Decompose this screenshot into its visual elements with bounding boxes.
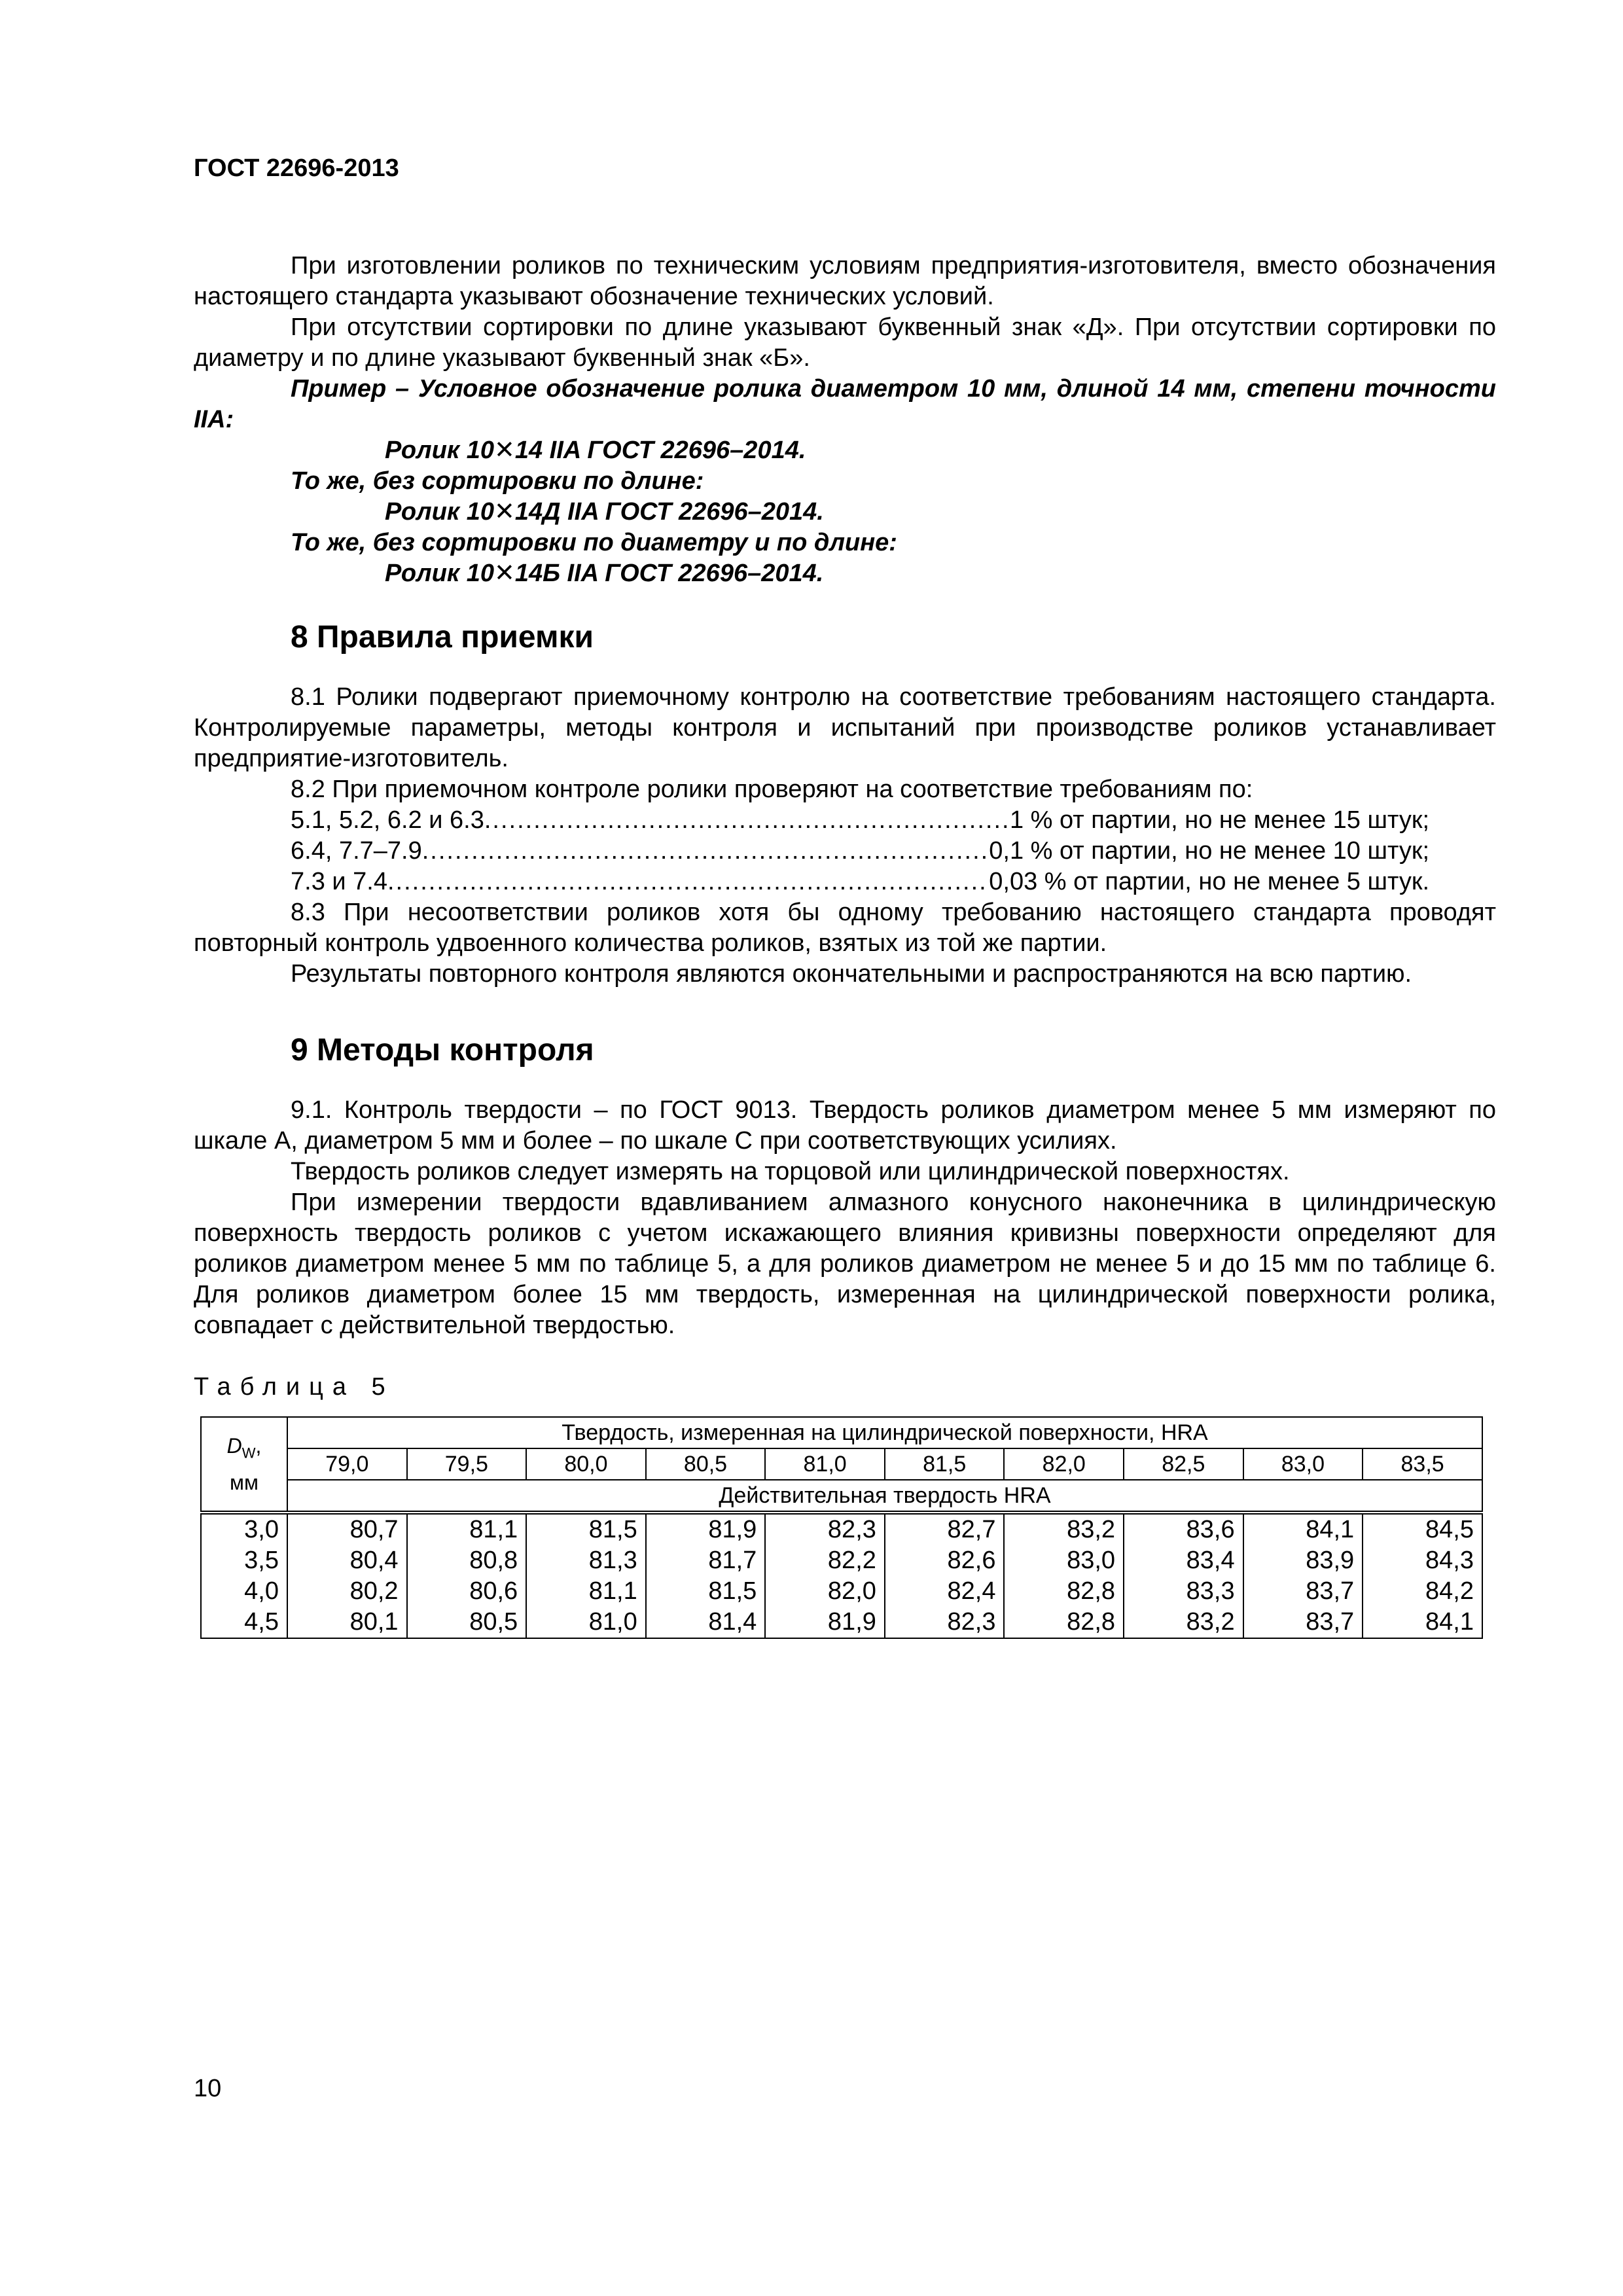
example-title: Пример – Условное обозначение ролика диаметром 10 мм, длиной 14 мм, степени точности IIA:	[194, 375, 1496, 433]
table-cell: 83,4	[1124, 1545, 1243, 1576]
column-header-value: 82,0	[1004, 1448, 1124, 1480]
table-cell: 83,2	[1004, 1513, 1124, 1545]
example-2-label: То же, без сортировки по длине:	[291, 467, 704, 495]
sampling-row-key: 5.1, 5.2, 6.2 и 6.3	[291, 806, 484, 834]
paragraph-8-3-continued: Результаты повторного контроля являются окончательными и распространяются на всю партию.	[291, 960, 1412, 988]
example-3-label: То же, без сортировки по диаметру и по длине:	[291, 529, 897, 556]
table-cell: 80,2	[287, 1576, 407, 1607]
table-cell: 82,3	[885, 1607, 1005, 1638]
table-cell: 84,1	[1363, 1607, 1482, 1638]
table-cell: 80,4	[287, 1545, 407, 1576]
table-cell: 84,3	[1363, 1545, 1482, 1576]
paragraph-8-2: 8.2 При приемочном контроле ролики проверяют на соответствие требованиям по:	[291, 776, 1253, 803]
table-row	[201, 1513, 1482, 1545]
hardness-table	[200, 1416, 1483, 1639]
table-cell: 82,3	[765, 1513, 885, 1545]
dw-header-cell	[201, 1417, 287, 1513]
leader-dots	[484, 805, 1010, 836]
table-cell: 82,8	[1004, 1607, 1124, 1638]
measured-hardness-header: Твердость, измеренная на цилиндрической поверхности, HRA	[287, 1417, 1482, 1448]
table-body	[201, 1513, 1482, 1638]
column-values-row	[201, 1448, 1482, 1480]
table-cell: 82,8	[1004, 1576, 1124, 1607]
table-cell: 81,9	[646, 1513, 766, 1545]
table-row	[201, 1545, 1482, 1576]
table-5-caption: Таблица 5	[194, 1373, 395, 1401]
table-cell: 81,4	[646, 1607, 766, 1638]
column-header-value: 79,0	[287, 1448, 407, 1480]
sampling-row-value: 0,03 % от партии, но не менее 5 штук.	[989, 868, 1429, 895]
table-cell: 81,3	[526, 1545, 646, 1576]
page-number: 10	[194, 2075, 222, 2102]
table-cell: 81,7	[646, 1545, 766, 1576]
table-cell: 84,1	[1243, 1513, 1363, 1545]
table-cell: 80,6	[407, 1576, 527, 1607]
leader-dots	[422, 836, 990, 867]
dw-value: 3,0	[201, 1513, 287, 1545]
dw-unit: мм	[230, 1470, 259, 1494]
table-row	[201, 1607, 1482, 1638]
table-cell: 80,7	[287, 1513, 407, 1545]
dw-value: 4,0	[201, 1576, 287, 1607]
paragraph-9-1: 9.1. Контроль твердости – по ГОСТ 9013. Твердость роликов диаметром менее 5 мм измеряют по шкале А, диаметром 5 мм и более – по шкале С при соответствующих усилиях.	[194, 1096, 1496, 1155]
table-cell: 82,2	[765, 1545, 885, 1576]
example-2: Ролик 10✕14Д IIA ГОСТ 22696–2014.	[385, 498, 824, 526]
table-cell: 81,5	[526, 1513, 646, 1545]
dw-subscript: W	[241, 1444, 256, 1462]
table-cell: 82,0	[765, 1576, 885, 1607]
table-cell: 83,0	[1004, 1545, 1124, 1576]
sampling-row-key: 6.4, 7.7–7.9	[291, 837, 422, 865]
table-cell: 81,1	[526, 1576, 646, 1607]
paragraph-9-3: При измерении твердости вдавливанием алмазного конусного наконечника в цилиндрическую поверхность твердость роликов с учетом искажающего влияния кривизны поверхности определяют для роликов диаметром менее 5 мм по таблице 5, а для роликов диаметром не менее 5 и до 15 мм по таблице 6. Для роликов диаметром более 15 мм твердость, измеренная на цилиндрической поверхности ролика, совпадает с действительной твердостью.	[194, 1189, 1496, 1339]
sampling-row-value: 0,1 % от партии, но не менее 10 штук;	[989, 837, 1429, 865]
table-cell: 84,2	[1363, 1576, 1482, 1607]
sampling-row-key: 7.3 и 7.4	[291, 868, 387, 895]
sampling-row	[194, 867, 1429, 897]
table-cell: 82,6	[885, 1545, 1005, 1576]
table-cell: 83,9	[1243, 1545, 1363, 1576]
section-8-title: 8 Правила приемки	[291, 620, 594, 655]
intro-paragraph-1: При изготовлении роликов по техническим условиям предприятия-изготовителя, вместо обозначения настоящего стандарта указывают обозначение технических условий.	[194, 252, 1496, 310]
table-cell: 80,5	[407, 1607, 527, 1638]
paragraph-8-3: 8.3 При несоответствии роликов хотя бы одному требованию настоящего стандарта проводят повторный контроль удвоенного количества роликов, взятых из той же партии.	[194, 899, 1496, 957]
column-header-value: 83,5	[1363, 1448, 1482, 1480]
table-cell: 81,1	[407, 1513, 527, 1545]
intro-block	[194, 251, 1496, 589]
table-cell: 81,0	[526, 1607, 646, 1638]
column-header-value: 79,5	[407, 1448, 527, 1480]
table-cell: 83,7	[1243, 1576, 1363, 1607]
table-cell: 83,6	[1124, 1513, 1243, 1545]
column-header-value: 81,0	[765, 1448, 885, 1480]
section-8	[194, 618, 1496, 990]
column-header-value: 80,0	[526, 1448, 646, 1480]
dw-value: 3,5	[201, 1545, 287, 1576]
leader-dots	[387, 867, 989, 897]
table-cell: 81,9	[765, 1607, 885, 1638]
intro-paragraph-2: При отсутствии сортировки по длине указывают буквенный знак «Д». При отсутствии сортировки по диаметру и по длине указывают буквенный знак «Б».	[194, 314, 1496, 372]
table-cell: 82,7	[885, 1513, 1005, 1545]
table-row	[201, 1576, 1482, 1607]
dw-value: 4,5	[201, 1607, 287, 1638]
sampling-row	[194, 805, 1429, 836]
example-1: Ролик 10✕14 IIA ГОСТ 22696–2014.	[385, 437, 806, 464]
sampling-row	[194, 836, 1429, 867]
section-9-title: 9 Методы контроля	[291, 1033, 594, 1067]
dw-comma: ,	[255, 1434, 262, 1458]
column-header-value: 83,0	[1243, 1448, 1363, 1480]
table-cell: 84,5	[1363, 1513, 1482, 1545]
table-cell: 80,1	[287, 1607, 407, 1638]
section-9	[194, 1031, 1496, 1341]
table-cell: 83,2	[1124, 1607, 1243, 1638]
dw-symbol: D	[226, 1434, 242, 1458]
sampling-row-value: 1 % от партии, но не менее 15 штук;	[1009, 806, 1429, 834]
table-cell: 82,4	[885, 1576, 1005, 1607]
table-cell: 83,7	[1243, 1607, 1363, 1638]
column-header-value: 82,5	[1124, 1448, 1243, 1480]
column-header-value: 80,5	[646, 1448, 766, 1480]
actual-hardness-header: Действительная твердость HRA	[287, 1480, 1482, 1513]
example-3: Ролик 10✕14Б IIA ГОСТ 22696–2014.	[385, 560, 824, 587]
paragraph-9-2: Твердость роликов следует измерять на торцовой или цилиндрической поверхностях.	[291, 1158, 1290, 1185]
table-cell: 80,8	[407, 1545, 527, 1576]
table-cell: 83,3	[1124, 1576, 1243, 1607]
table-cell: 81,5	[646, 1576, 766, 1607]
column-header-value: 81,5	[885, 1448, 1005, 1480]
document-header: ГОСТ 22696-2013	[194, 154, 399, 182]
paragraph-8-1: 8.1 Ролики подвергают приемочному контролю на соответствие требованиям настоящего стандарта. Контролируемые параметры, методы контроля и испытаний при производстве роликов устанавливает предприятие-изготовитель.	[194, 683, 1496, 772]
